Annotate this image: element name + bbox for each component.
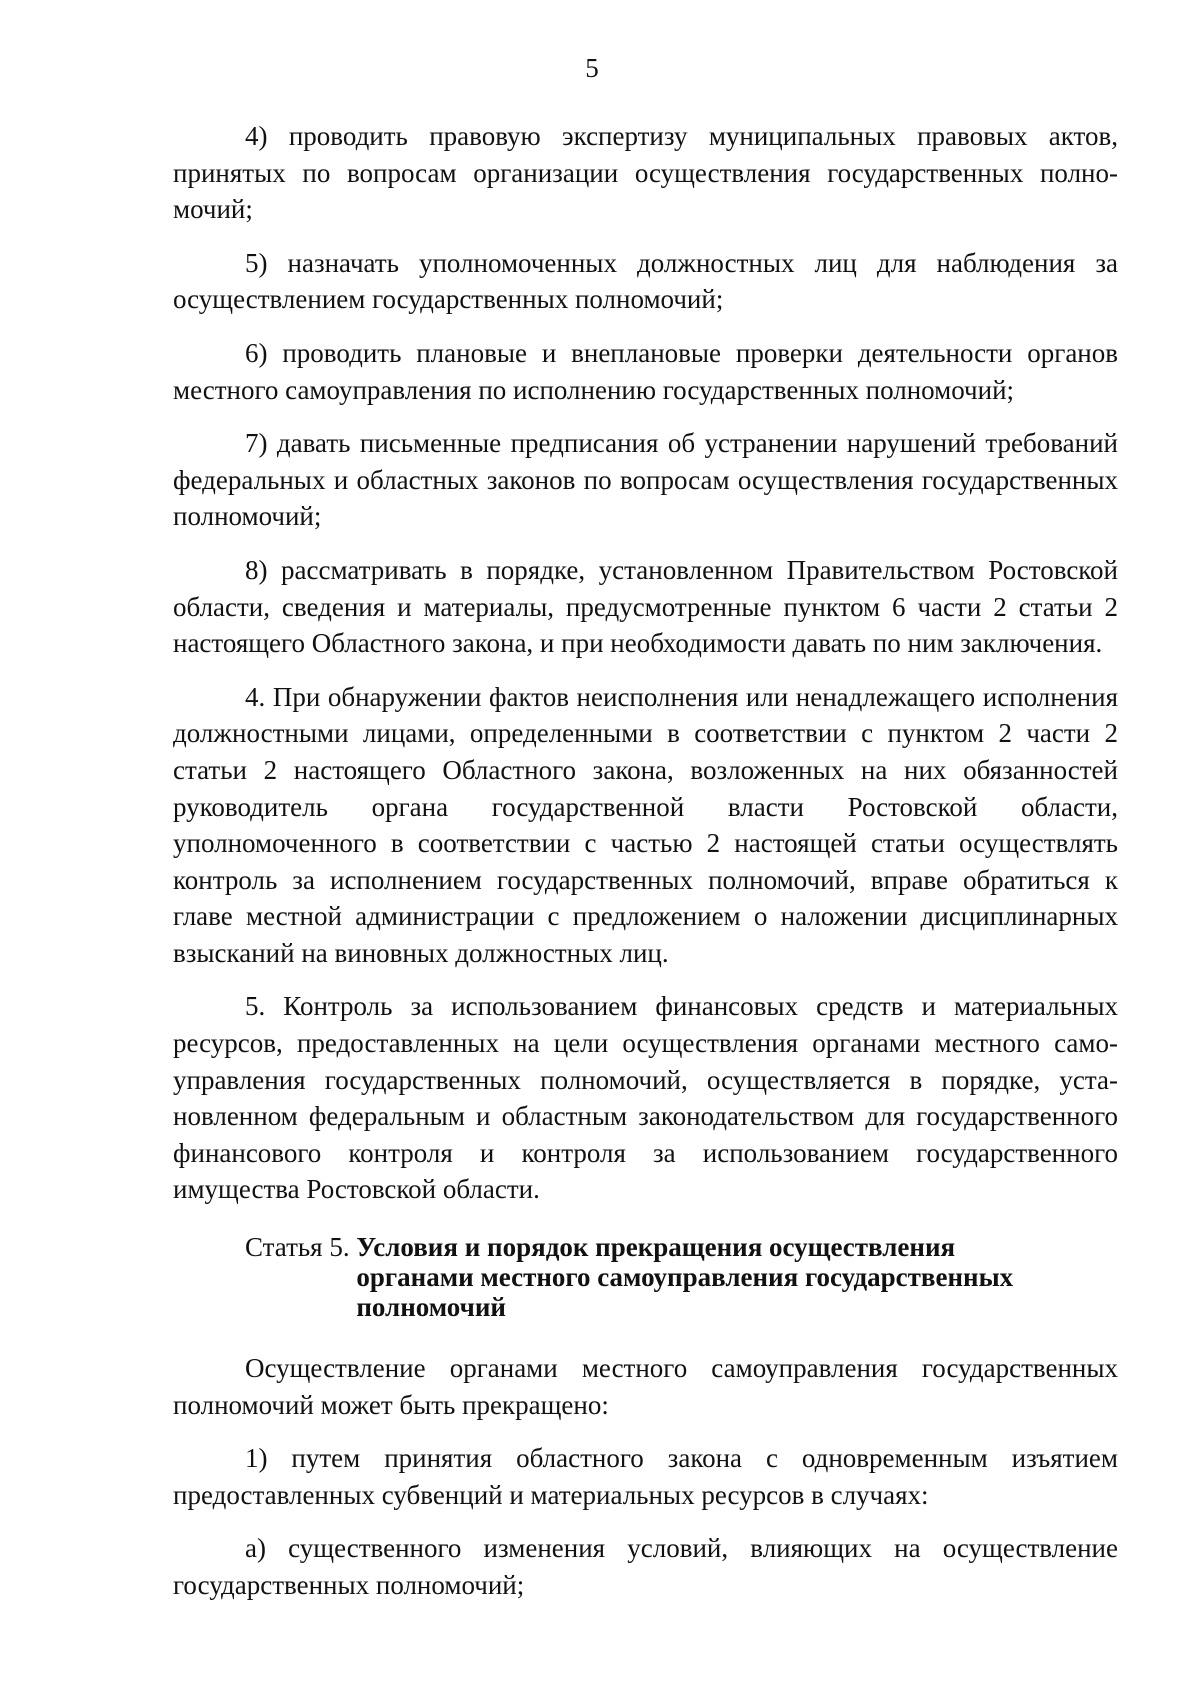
paragraph-termination-item-1: 1) путем принятия областного закона с одновременным изъятием предоставленных субвенций и материальных ресурсов в случаях: [173,1443,1118,1510]
paragraph-part-4-disciplinary: 4. При обнаружении фактов неисполнения или ненадлежащего исполнения должностными лицами, определенными в соответствии с пунктом 2 части 2 статьи 2 настоящего Областного закона, возложенных на них обязанностей руководитель органа государственной власти Ростовской области, уполномоченного в соответствии с частью 2 настоящей статьи осуществлять контроль за исполнением государственных полномочий, вправе обратиться к главе местной администрации с предложением о наложении дисциплинарных взысканий на виновных должностных лиц. [173,681,1118,968]
paragraph-item-8-review-materials: 8) рассматривать в порядке, установленном Правительством Ростовской области, сведения и материалы, предусмотренные пунктом 6 части 2 статьи 2 настоящего Областного закона, и при необходимости давать по ним заключения. [173,554,1118,659]
paragraph-part-5-financial-control: 5. Контроль за использованием финансовых средств и материальных ресурсов, предоставленных на цели осуществления органами местного самоуправления государственных полномочий, осуществляется в порядке, установленном федеральным и областным законодательством для государственного финансового контроля и контроля за использованием государственного имущества Ростовской области. [173,991,1118,1205]
paragraph-item-6-inspections: 6) проводить плановые и внеплановые проверки деятельности органов местного самоуправления по исполнению государственных полномочий; [173,337,1118,405]
article-title: Условия и порядок прекращения осуществления органами местного самоуправления государственных полномочий [356,1232,1014,1323]
document-body [173,118,1118,1621]
paragraph-termination-item-a: а) существенного изменения условий, влияющих на осуществление государственных полномочий; [173,1533,1118,1600]
paragraph-item-7-instructions: 7) давать письменные предписания об устранении нарушений требований федеральных и областных законов по вопросам осуществления государственных полномочий; [173,428,1118,532]
paragraph-item-4-legal-review: 4) проводить правовую экспертизу муниципальных правовых актов, принятых по вопросам организации осуществления государственных полномочий; [173,121,1118,225]
article-heading [245,1232,1118,1322]
paragraph-item-5-appoint-officials: 5) назначать уполномоченных должностных лиц для наблюдения за осуществлением государственных полномочий; [173,247,1118,315]
paragraph-termination-intro: Осуществление органами местного самоуправления государственных полномочий может быть прекращено: [173,1353,1118,1420]
page-number: 5 [585,53,599,83]
article-label: Статья 5. [245,1232,357,1263]
